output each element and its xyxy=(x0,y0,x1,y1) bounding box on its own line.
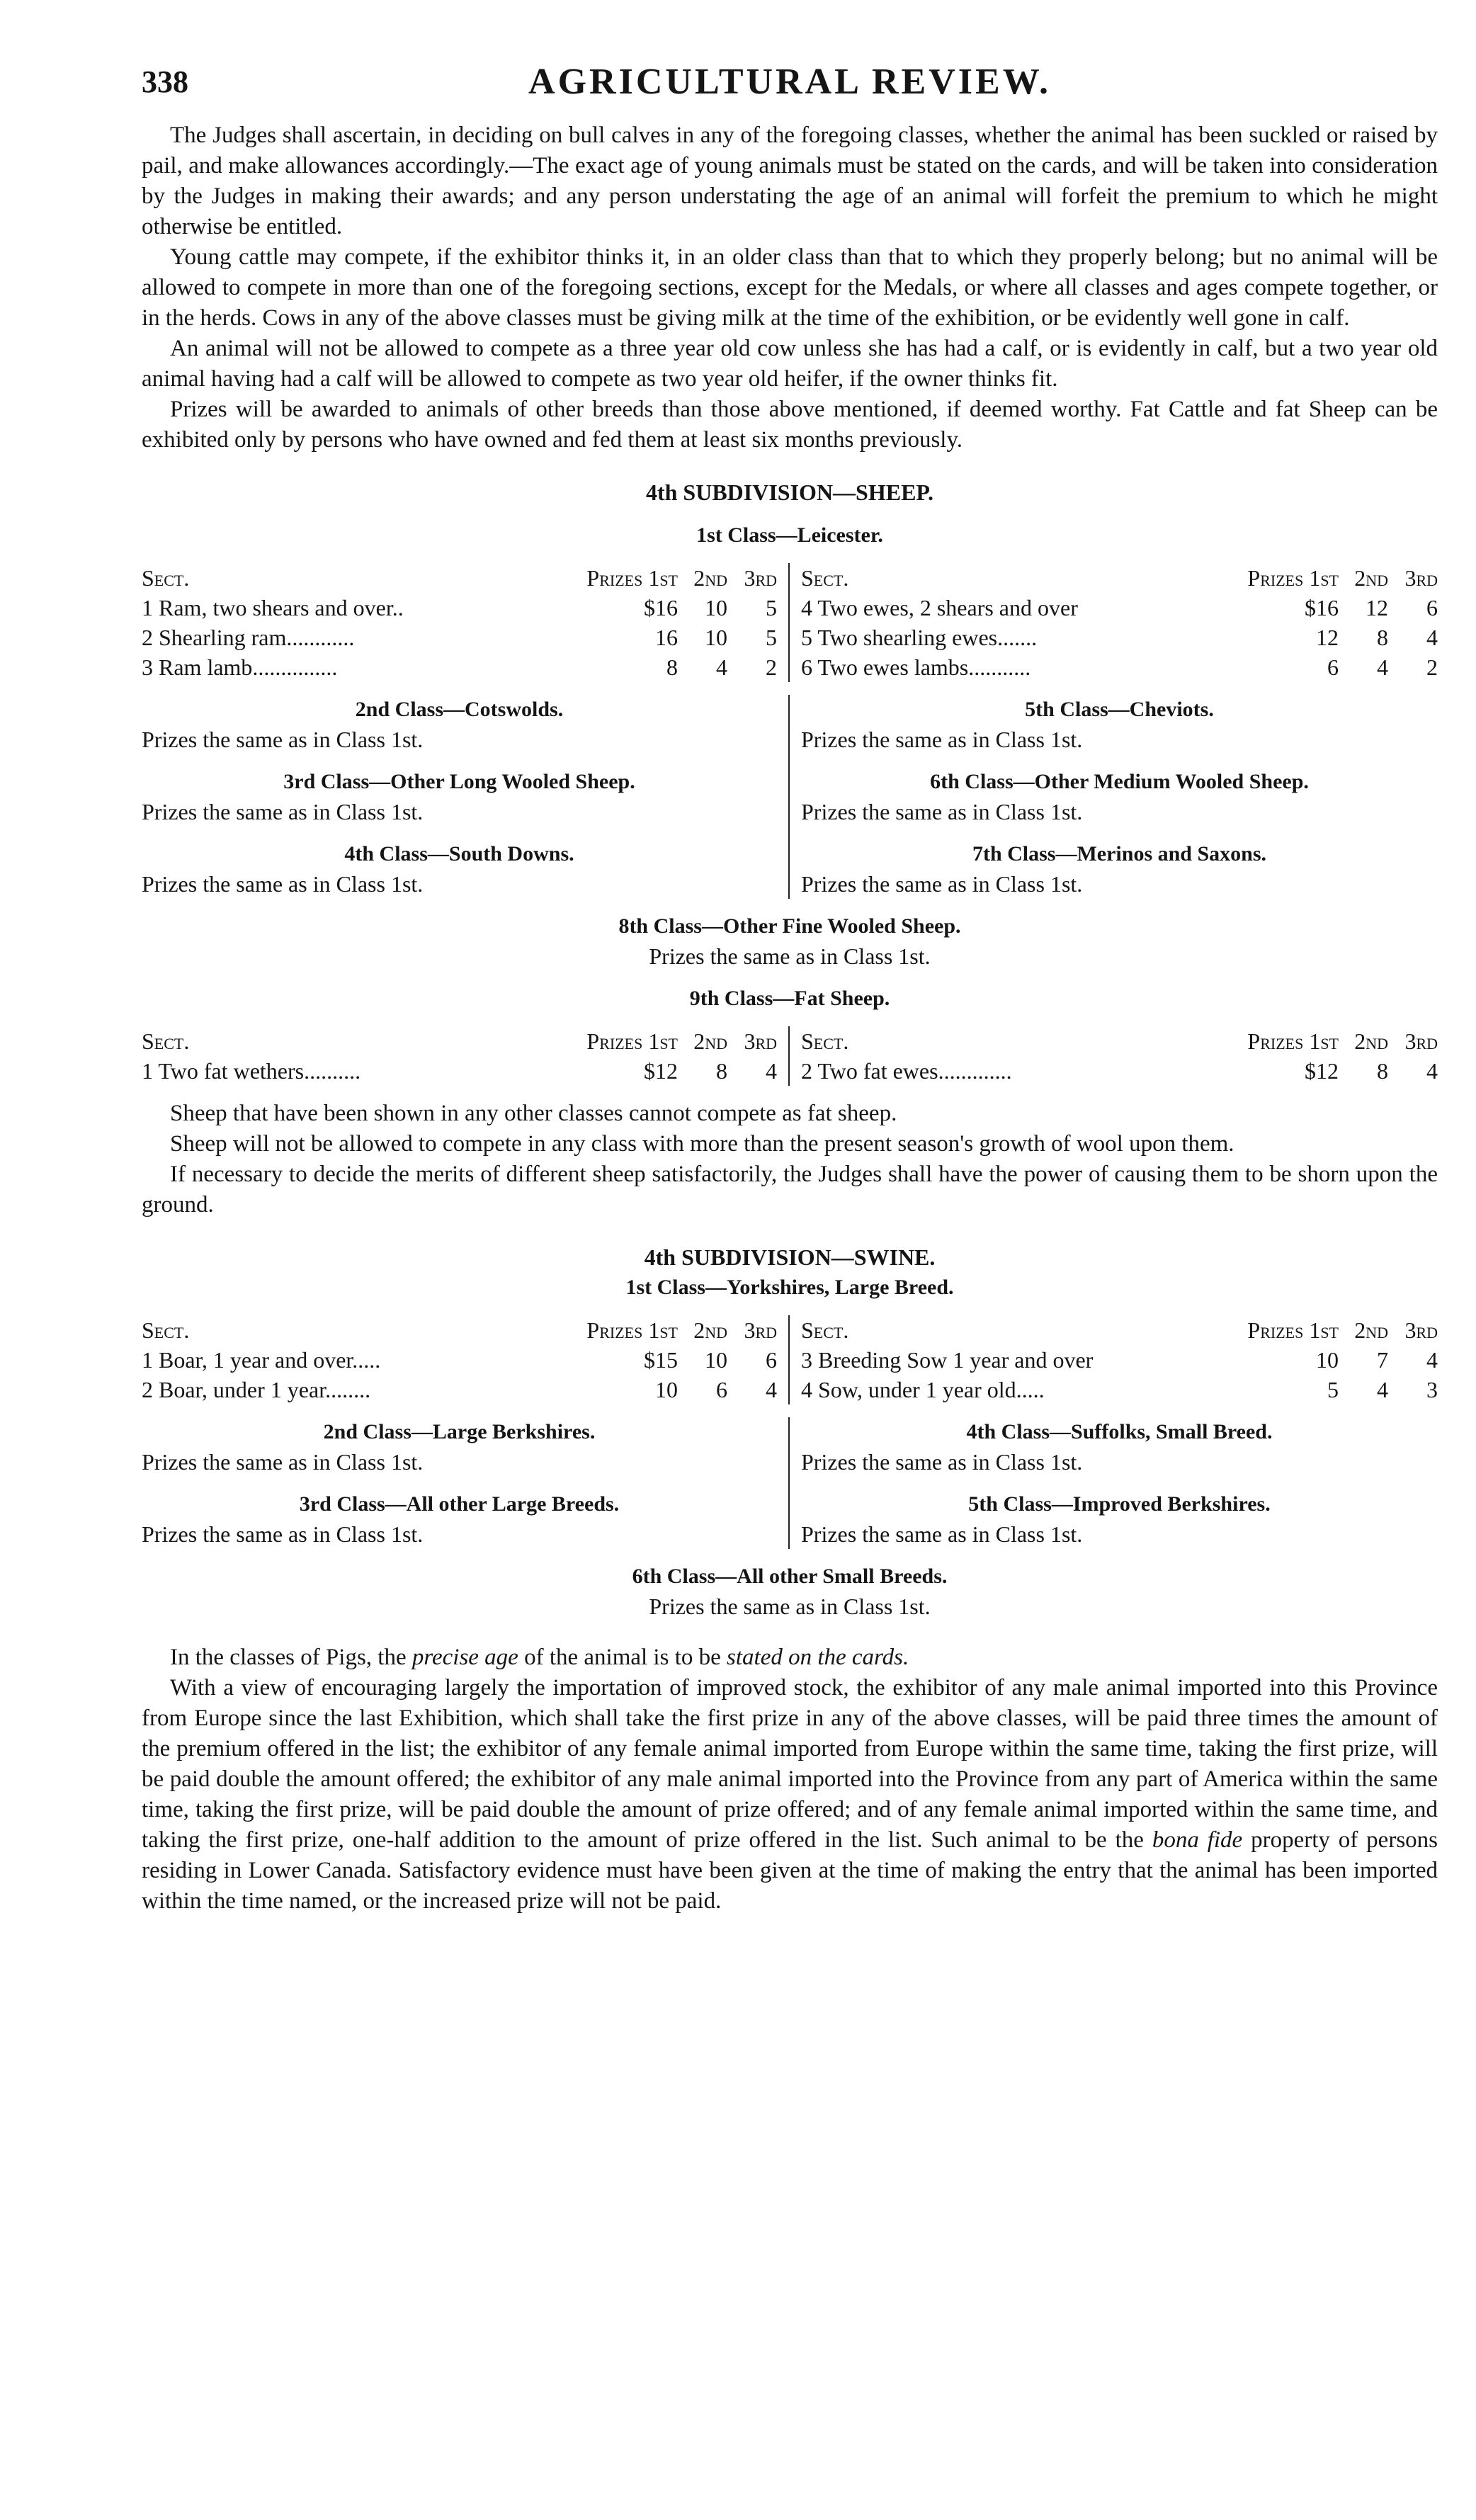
class-title: 3rd Class—Other Long Wooled Sheep. xyxy=(283,770,635,793)
table-row: 3 Ram lamb............... 8 4 2 xyxy=(142,654,777,680)
sheep-class1-left-table xyxy=(142,563,777,682)
prizes-same-note: Prizes the same as in Class 1st. xyxy=(142,799,424,824)
table-row: 6 Two ewes lambs........... 6 4 2 xyxy=(801,654,1438,680)
table-header-row: Sect. Prizes 1st 2nd 3rd xyxy=(801,1028,1438,1054)
swine-other-classes xyxy=(142,1417,1438,1549)
sheep-class9-right-table xyxy=(801,1026,1438,1086)
sheep-class9-left-table xyxy=(142,1026,777,1086)
sheep-class9-tables xyxy=(142,1026,1438,1086)
swine-class6-title: 6th Class—All other Small Breeds. xyxy=(632,1565,948,1588)
prizes-same-note: Prizes the same as in Class 1st. xyxy=(142,1521,424,1547)
pigs-age-note: In the classes of Pigs, the precise age of the animal is to be stated on the cards. xyxy=(170,1645,909,1670)
intro-paragraph: The Judges shall ascertain, in deciding on bull calves in any of the foregoing classes, whether the animal has been suckled or raised by pail, and make allowances accordingly.—The exact age of young animals must be stated on the cards, and will be taken into consideration by the Judges in making their awards; and any person understating the age of an animal will forfeit the premium to which he might otherwise be entitled. xyxy=(142,123,1438,239)
second-header: 2nd xyxy=(693,565,727,591)
intro-paragraph: Prizes will be awarded to animals of other breeds than those above mentioned, if deemed worthy. Fat Cattle and fat Sheep can be exhibited only by persons who have owned and fed them at least six months previously. xyxy=(142,397,1438,453)
running-header xyxy=(142,57,1438,120)
sheep-class9-title: 9th Class—Fat Sheep. xyxy=(689,987,890,1010)
sheep-class1-right-table xyxy=(801,563,1438,682)
sect-header: Sect. xyxy=(801,565,849,591)
table-row: 4 Sow, under 1 year old..... 5 4 3 xyxy=(801,1377,1438,1402)
class-title: 6th Class—Other Medium Wooled Sheep. xyxy=(930,770,1309,793)
sheep-other-classes xyxy=(142,695,1438,899)
class-title: 3rd Class—All other Large Breeds. xyxy=(299,1492,620,1516)
table-header-row: Sect. Prizes 1st 2nd 3rd xyxy=(801,1317,1438,1343)
table-row: 5 Two shearling ewes....... 12 8 4 xyxy=(801,625,1438,650)
prizes-header: Prizes 1st xyxy=(1247,565,1339,591)
prizes-same-note: Prizes the same as in Class 1st. xyxy=(801,799,1083,824)
page xyxy=(142,57,1438,1917)
intro-paragraph: An animal will not be allowed to compete as a three year old cow unless she has had a calf, or is evidently in calf, but a two year old animal having had a calf will be allowed to compete as two year old heifer, if the owner thinks fit. xyxy=(142,336,1438,392)
class-title: 2nd Class—Large Berkshires. xyxy=(323,1420,596,1443)
third-header: 3rd xyxy=(1404,565,1438,591)
prizes-same-note: Prizes the same as in Class 1st. xyxy=(801,1521,1083,1547)
sheep-class1-title: 1st Class—Leicester. xyxy=(696,523,883,547)
prizes-header: Prizes 1st xyxy=(586,565,678,591)
sheep-class1-tables xyxy=(142,563,1438,682)
table-header-row xyxy=(142,563,777,593)
swine-class1-tables xyxy=(142,1315,1438,1404)
class-title: 4th Class—South Downs. xyxy=(344,842,574,865)
table-row: 4 Two ewes, 2 shears and over $16 12 6 xyxy=(801,595,1438,620)
prizes-same-note: Prizes the same as in Class 1st. xyxy=(801,871,1083,897)
sheep-note: If necessary to decide the merits of different sheep satisfactorily, the Judges shall have the power of causing them to be shorn upon the ground. xyxy=(142,1162,1438,1218)
second-header: 2nd xyxy=(1354,565,1388,591)
prizes-same-note: Prizes the same as in Class 1st. xyxy=(142,871,424,897)
swine-subdivision-title: 4th SUBDIVISION—SWINE. xyxy=(644,1244,936,1270)
prizes-same-note: Prizes the same as in Class 1st. xyxy=(801,727,1083,752)
prizes-same-note: Prizes the same as in Class 1st. xyxy=(649,1594,931,1619)
running-title: AGRICULTURAL REVIEW. xyxy=(528,62,1051,102)
prizes-same-note: Prizes the same as in Class 1st. xyxy=(801,1449,1083,1475)
table-row: 3 Breeding Sow 1 year and over 10 7 4 xyxy=(801,1347,1438,1373)
prizes-same-note: Prizes the same as in Class 1st. xyxy=(142,1449,424,1475)
sheep-subdivision-title: 4th SUBDIVISION—SHEEP. xyxy=(645,479,934,505)
page-number: 338 xyxy=(142,64,188,99)
table-row: 2 Two fat ewes............. $12 8 4 xyxy=(801,1058,1438,1084)
table-header-row: Sect. Prizes 1st 2nd 3rd xyxy=(142,1317,777,1343)
class-title: 7th Class—Merinos and Saxons. xyxy=(972,842,1267,865)
third-header: 3rd xyxy=(744,565,777,591)
import-paragraph: With a view of encouraging largely the importation of improved stock, the exhibitor of any male animal imported into this Province from Europe since the last Exhibition, which shall take the first prize in any of the above classes, will be paid three times the amount of the premium offered in the list; the exhibitor of any female animal imported from Europe within the same time, taking the first prize, will be paid double the amount offered; the exhibitor of any male animal imported into the Province from any part of America within the same time, taking the first prize, will be paid double the amount of prize offered; and of any female animal imported within the same time, and taking the first prize, one-half addition to the amount of prize offered in the list. Such animal to be the bona fide property of persons residing in Lower Canada. Satisfactory evidence must have been given at the time of making the entry that the animal has been imported within the time named, or the increased prize will not be paid. xyxy=(142,1675,1438,1914)
prizes-same-note: Prizes the same as in Class 1st. xyxy=(649,943,931,969)
prizes-same-note: Prizes the same as in Class 1st. xyxy=(142,727,424,752)
sheep-class8-title: 8th Class—Other Fine Wooled Sheep. xyxy=(618,914,961,938)
table-header-row: Sect. Prizes 1st 2nd 3rd xyxy=(142,1028,777,1054)
swine-class1-title: 1st Class—Yorkshires, Large Breed. xyxy=(625,1276,954,1299)
intro-paragraph: Young cattle may compete, if the exhibitor thinks it, in an older class than that to which they properly belong; but no animal will be allowed to compete in more than one of the foregoing sections, except for the Medals, or where all classes and ages compete together, or in the herds. Cows in any of the above classes must be giving milk at the time of the exhibition, or be evidently well gone in calf. xyxy=(142,244,1438,331)
table-row: 2 Boar, under 1 year........ 10 6 4 xyxy=(142,1377,777,1402)
sheep-note: Sheep will not be allowed to compete in any class with more than the present season's growth of wool upon them. xyxy=(170,1131,1234,1157)
class-title: 5th Class—Improved Berkshires. xyxy=(968,1492,1271,1516)
swine-class1-right-table xyxy=(801,1315,1438,1404)
sect-header: Sect. xyxy=(142,565,190,591)
class-title: 2nd Class—Cotswolds. xyxy=(355,698,564,721)
table-row: 1 Two fat wethers.......... $12 8 4 xyxy=(142,1058,777,1084)
table-row: 1 Ram, two shears and over.. $16 10 5 xyxy=(142,595,777,620)
table-row: 1 Boar, 1 year and over..... $15 10 6 xyxy=(142,1347,777,1373)
table-header-row xyxy=(801,563,1438,593)
class-title: 4th Class—Suffolks, Small Breed. xyxy=(966,1420,1273,1443)
sheep-note: Sheep that have been shown in any other classes cannot compete as fat sheep. xyxy=(170,1101,897,1126)
table-row: 2 Shearling ram............ 16 10 5 xyxy=(142,625,777,650)
class-title: 5th Class—Cheviots. xyxy=(1025,698,1214,721)
swine-class1-left-table xyxy=(142,1315,777,1404)
